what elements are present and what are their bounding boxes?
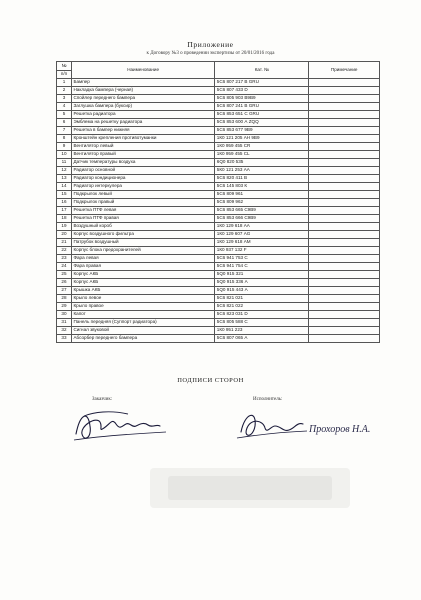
row-catalog-number: 1К0 129 618 АМ (215, 238, 309, 246)
row-number: 28 (57, 294, 72, 302)
row-note (309, 278, 380, 286)
row-number: 3 (57, 94, 72, 102)
table-row (57, 230, 380, 238)
row-number: 22 (57, 246, 72, 254)
table-row (57, 174, 380, 182)
row-number: 5 (57, 110, 72, 118)
row-catalog-number: 5С6 805 903 В9В9 (215, 94, 309, 102)
row-name: Бампер (71, 78, 214, 86)
row-note (309, 102, 380, 110)
row-note (309, 302, 380, 310)
row-catalog-number: 5С6 809 961 (215, 190, 309, 198)
row-catalog-number: 1К0 951 223 (215, 326, 309, 334)
table-row (57, 254, 380, 262)
row-number: 8 (57, 134, 72, 142)
row-note (309, 254, 380, 262)
row-note (309, 262, 380, 270)
row-catalog-number: 5С6 807 241 В GRU (215, 102, 309, 110)
row-name: Спойлер переднего бампера (71, 94, 214, 102)
row-note (309, 230, 380, 238)
row-name: Корпус АКБ (71, 270, 214, 278)
row-catalog-number: 5С6 805 588 С (215, 318, 309, 326)
row-note (309, 190, 380, 198)
table-row (57, 262, 380, 270)
table-row (57, 190, 380, 198)
row-number: 31 (57, 318, 72, 326)
row-catalog-number: 5С6 145 803 К (215, 182, 309, 190)
table-row (57, 334, 380, 342)
row-name: Кронштейн крепления противотуманки (71, 134, 214, 142)
row-note (309, 198, 380, 206)
row-number: 18 (57, 214, 72, 222)
table-row (57, 78, 380, 86)
row-catalog-number: 1К0 937 132 F (215, 246, 309, 254)
row-name: Вентилятор левый (71, 142, 214, 150)
row-catalog-number: 1К0 959 455 CL (215, 150, 309, 158)
row-name: Радиатор интеркулера (71, 182, 214, 190)
table-row (57, 278, 380, 286)
row-number: 29 (57, 302, 72, 310)
row-catalog-number: 5С6 853 677 9В9 (215, 126, 309, 134)
row-name: Корпус воздушного фильтра (71, 230, 214, 238)
contractor-signature-text: Прохоров Н.А. (309, 424, 371, 435)
row-number: 13 (57, 174, 72, 182)
row-number: 23 (57, 254, 72, 262)
faint-stamp-shadow (140, 454, 370, 524)
row-note (309, 294, 380, 302)
row-number: 1 (57, 78, 72, 86)
table-row (57, 126, 380, 134)
row-name: Корпус блока предохранителей (71, 246, 214, 254)
row-name: Крыло левое (71, 294, 214, 302)
row-note (309, 270, 380, 278)
table-row (57, 110, 380, 118)
row-note (309, 142, 380, 150)
row-catalog-number: 5С6 807 217 В GRU (215, 78, 309, 86)
header-name: Наименование (71, 62, 214, 79)
row-number: 9 (57, 142, 72, 150)
row-catalog-number: 1К0 129 607 АG (215, 230, 309, 238)
row-catalog-number: 5С6 809 962 (215, 198, 309, 206)
row-number: 33 (57, 334, 72, 342)
table-row (57, 158, 380, 166)
row-note (309, 318, 380, 326)
table-row (57, 214, 380, 222)
row-note (309, 134, 380, 142)
row-note (309, 86, 380, 94)
row-catalog-number: 5Q0 915 443 А (215, 286, 309, 294)
row-catalog-number: 5С6 807 065 А (215, 334, 309, 342)
row-number: 32 (57, 326, 72, 334)
row-catalog-number: 5С6 853 651 С GRU (215, 110, 309, 118)
row-catalog-number: 5С6 807 433 D (215, 86, 309, 94)
row-name: Патрубок воздушный (71, 238, 214, 246)
contractor-signature (233, 404, 383, 446)
table-row (57, 182, 380, 190)
table-row (57, 270, 380, 278)
parts-table-body (57, 78, 380, 342)
row-note (309, 174, 380, 182)
row-number: 15 (57, 190, 72, 198)
row-name: Панель передняя (Суппорт радиатора) (71, 318, 214, 326)
row-note (309, 166, 380, 174)
row-note (309, 286, 380, 294)
row-note (309, 246, 380, 254)
row-catalog-number: 6Q0 820 535 (215, 158, 309, 166)
row-number: 30 (57, 310, 72, 318)
row-number: 21 (57, 238, 72, 246)
table-row (57, 302, 380, 310)
row-note (309, 150, 380, 158)
row-note (309, 334, 380, 342)
row-name: Радиатор кондиционера (71, 174, 214, 182)
table-row (57, 86, 380, 94)
row-catalog-number: 5К0 121 253 АА (215, 166, 309, 174)
row-name: Радиатор основной (71, 166, 214, 174)
table-row (57, 166, 380, 174)
header-note: Примечание (309, 62, 380, 79)
table-row (57, 286, 380, 294)
row-number: 25 (57, 270, 72, 278)
row-number: 26 (57, 278, 72, 286)
row-name: Фара левая (71, 254, 214, 262)
table-row (57, 222, 380, 230)
table-row (57, 142, 380, 150)
document-title: Приложение (187, 40, 234, 49)
row-note (309, 118, 380, 126)
row-name: Воздушный короб (71, 222, 214, 230)
customer-signature (70, 404, 180, 446)
row-name: Подкрылок левый (71, 190, 214, 198)
table-row (57, 134, 380, 142)
table-row (57, 310, 380, 318)
row-name: Датчик температуры воздуха (71, 158, 214, 166)
row-name: Подкрылок правый (71, 198, 214, 206)
row-number: 6 (57, 118, 72, 126)
row-catalog-number: 5С6 821 022 (215, 302, 309, 310)
header-catalog-number: Кат. № (215, 62, 309, 79)
table-row (57, 294, 380, 302)
table-row (57, 318, 380, 326)
document-subtitle: к Договору №3 о проведении экспертизы от 20/01/2016 года (146, 51, 275, 56)
row-name: Эмблема на решетку радиатора (71, 118, 214, 126)
row-note (309, 326, 380, 334)
row-name: Решетка в бампер нижняя (71, 126, 214, 134)
row-number: 24 (57, 262, 72, 270)
row-number: 27 (57, 286, 72, 294)
row-number: 16 (57, 198, 72, 206)
row-catalog-number: 1К0 959 455 СR (215, 142, 309, 150)
row-number: 19 (57, 222, 72, 230)
row-name: Накладка бампера (черная) (71, 86, 214, 94)
row-catalog-number: 1К0 129 618 АА (215, 222, 309, 230)
row-note (309, 310, 380, 318)
row-note (309, 206, 380, 214)
row-name: Крыло правое (71, 302, 214, 310)
row-number: 12 (57, 166, 72, 174)
customer-label: Заказчик: (92, 397, 113, 402)
row-catalog-number: 1К0 121 205 АН 9В9 (215, 134, 309, 142)
row-catalog-number: 5С6 853 665 С9В9 (215, 206, 309, 214)
row-catalog-number: 5С6 820 411 В (215, 174, 309, 182)
row-name: Корпус АКБ (71, 278, 214, 286)
row-name: Фара правая (71, 262, 214, 270)
row-catalog-number: 5С6 941 754 С (215, 262, 309, 270)
row-number: 2 (57, 86, 72, 94)
row-note (309, 78, 380, 86)
row-note (309, 110, 380, 118)
table-row (57, 238, 380, 246)
row-note (309, 94, 380, 102)
header-number-sub: п/п (57, 71, 72, 79)
row-catalog-number: 5С6 853 600 А ZQQ (215, 118, 309, 126)
row-catalog-number: 5С6 941 753 С (215, 254, 309, 262)
row-catalog-number: 5Q0 915 336 А (215, 278, 309, 286)
table-row (57, 246, 380, 254)
row-note (309, 222, 380, 230)
row-name: Решетка радиатора (71, 110, 214, 118)
table-row (57, 118, 380, 126)
row-number: 17 (57, 206, 72, 214)
row-note (309, 126, 380, 134)
row-number: 10 (57, 150, 72, 158)
row-catalog-number: 5С6 821 021 (215, 294, 309, 302)
row-note (309, 214, 380, 222)
table-row (57, 150, 380, 158)
signatures-title: ПОДПИСИ СТОРОН (177, 377, 244, 384)
row-catalog-number: 5Q0 915 321 (215, 270, 309, 278)
row-name: Абсорбер переднего бампера (71, 334, 214, 342)
row-note (309, 158, 380, 166)
row-number: 4 (57, 102, 72, 110)
parts-table-header (57, 62, 380, 79)
row-name: Сигнал звуковой (71, 326, 214, 334)
table-row (57, 206, 380, 214)
table-row (57, 326, 380, 334)
row-name: Решетка ПТФ левая (71, 206, 214, 214)
row-name: Решетка ПТФ правая (71, 214, 214, 222)
table-row (57, 94, 380, 102)
table-row (57, 198, 380, 206)
row-note (309, 238, 380, 246)
row-name: Крышка АКБ (71, 286, 214, 294)
row-catalog-number: 5С6 823 031 D (215, 310, 309, 318)
row-number: 20 (57, 230, 72, 238)
row-number: 11 (57, 158, 72, 166)
header-number: № (57, 62, 72, 71)
row-name: Капот (71, 310, 214, 318)
row-number: 7 (57, 126, 72, 134)
contractor-label: Исполнитель: (253, 397, 283, 402)
row-number: 14 (57, 182, 72, 190)
row-name: Заглушка бампера (буксир) (71, 102, 214, 110)
table-row (57, 102, 380, 110)
parts-table (56, 61, 380, 343)
row-catalog-number: 5С6 853 666 С9В9 (215, 214, 309, 222)
row-name: Вентилятор правый (71, 150, 214, 158)
row-note (309, 182, 380, 190)
